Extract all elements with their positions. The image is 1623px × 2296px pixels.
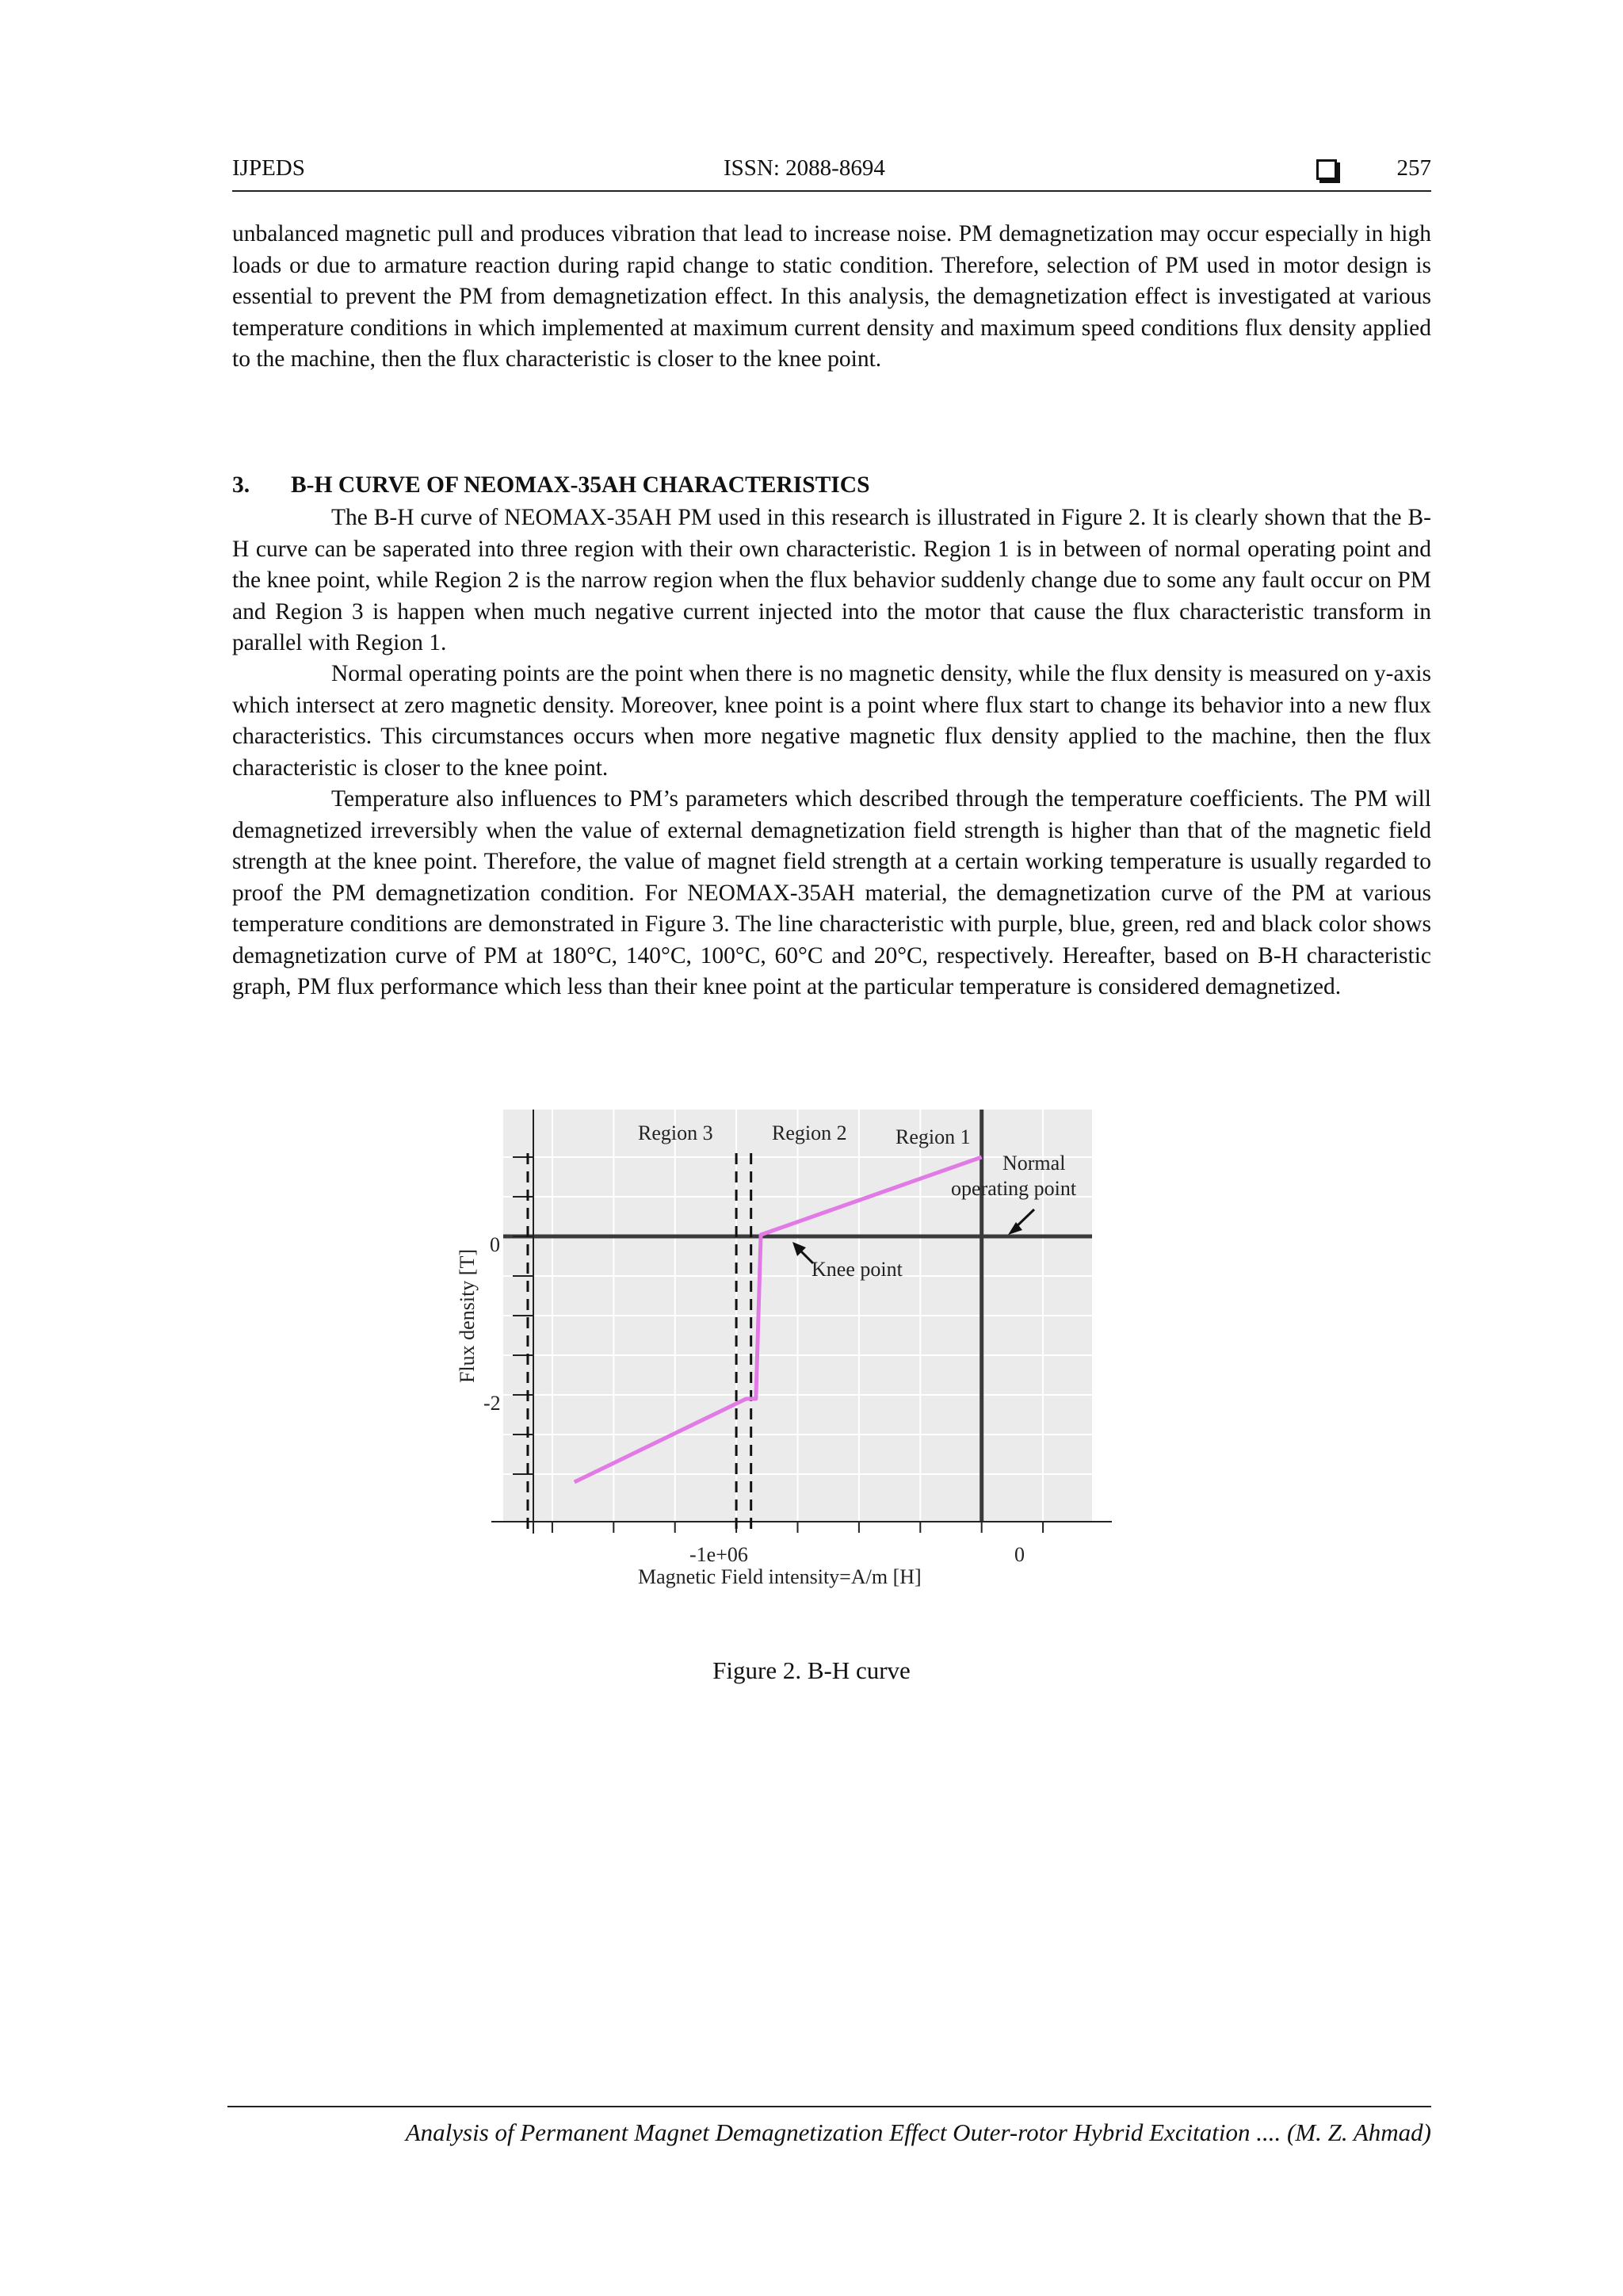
region-3-label: Region 3 bbox=[638, 1121, 713, 1144]
x-tick-label-0: 0 bbox=[1014, 1543, 1025, 1566]
issn: ISSN: 2088-8694 bbox=[724, 155, 885, 181]
region-2-label: Region 2 bbox=[772, 1121, 847, 1144]
normal-point-label-line2: operating point bbox=[951, 1177, 1077, 1200]
region-1-label: Region 1 bbox=[896, 1125, 971, 1148]
knee-point-label: Knee point bbox=[812, 1258, 903, 1281]
figure-caption: Figure 2. B-H curve bbox=[712, 1656, 911, 1684]
section-title: B-H CURVE OF NEOMAX-35AH CHARACTERISTICS bbox=[291, 472, 870, 498]
section-heading bbox=[232, 472, 870, 499]
y-tick-label-0: 0 bbox=[490, 1233, 500, 1256]
section-paragraph-1: The B-H curve of NEOMAX-35AH PM used in this research is illustrated in Figure 2. It is clearly shown that the B-H curve can be saperated into three region with their own characteristic. Region 1 is in between of normal operating point and the knee point, while Region 2 is the narrow region when the flux behavior suddenly change due to some any fault occur on PM and Region 3 is happen when much negative current injected into the motor that cause the flux characteristic transform in parallel with Region 1. bbox=[232, 505, 1431, 655]
page-number: 257 bbox=[1396, 155, 1431, 181]
intro-paragraph: unbalanced magnetic pull and produces vibration that lead to increase noise. PM demagnetization may occur especially in high loads or due to armature reaction during rapid change to static condition. Therefore, selection of PM used in motor design is essential to prevent the PM from demagnetization effect. In this analysis, the demagnetization effect is investigated at various temperature conditions in which implemented at maximum current density and maximum speed conditions flux density applied to the machine, then the flux characteristic is closer to the knee point. bbox=[232, 221, 1431, 372]
normal-point-label-line1: Normal bbox=[1002, 1152, 1066, 1175]
page-footer: Analysis of Permanent Magnet Demagnetization Effect Outer-rotor Hybrid Excitation .... (M. Z. Ahmad) bbox=[227, 2106, 1431, 2147]
section-number: 3. bbox=[232, 472, 250, 498]
page-header bbox=[232, 155, 1431, 192]
x-axis-label: Magnetic Field intensity=A/m [H] bbox=[638, 1565, 922, 1588]
bh-curve-figure bbox=[444, 1110, 1125, 1609]
bh-curve-chart bbox=[444, 1110, 1125, 1609]
section-paragraph-3: Temperature also influences to PM’s parameters which described through the temperature coefficients. The PM will demagnetized irreversibly when the value of external demagnetization field strength is higher than that of the magnetic field strength at the knee point. Therefore, the value of magnet field strength at a certain working temperature is usually regarded to proof the PM demagnetization condition. For NEOMAX-35AH material, the demagnetization curve of the PM at various temperature conditions are demonstrated in Figure 3. The line characteristic with purple, blue, green, red and black color shows demagnetization curve of PM at 180°C, 140°C, 100°C, 60°C and 20°C, respectively. Hereafter, based on B-H characteristic graph, PM flux performance which less than their knee point at the particular temperature is considered demagnetized. bbox=[232, 786, 1431, 999]
section-paragraph-2: Normal operating points are the point when there is no magnetic density, while the flux density is measured on y-axis which intersect at zero magnetic density. Moreover, knee point is a point where flux start to change its behavior into a new flux characteristics. This circumstances occurs when more negative magnetic flux density applied to the machine, then the flux characteristic is closer to the knee point. bbox=[232, 661, 1431, 781]
y-tick-label-neg2: -2 bbox=[483, 1392, 501, 1415]
y-axis-label: Flux density [T] bbox=[456, 1249, 479, 1383]
journal-name: IJPEDS bbox=[232, 155, 305, 181]
x-tick-label-neg1e6: -1e+06 bbox=[689, 1543, 748, 1566]
checkbox-square-icon bbox=[1316, 159, 1337, 180]
